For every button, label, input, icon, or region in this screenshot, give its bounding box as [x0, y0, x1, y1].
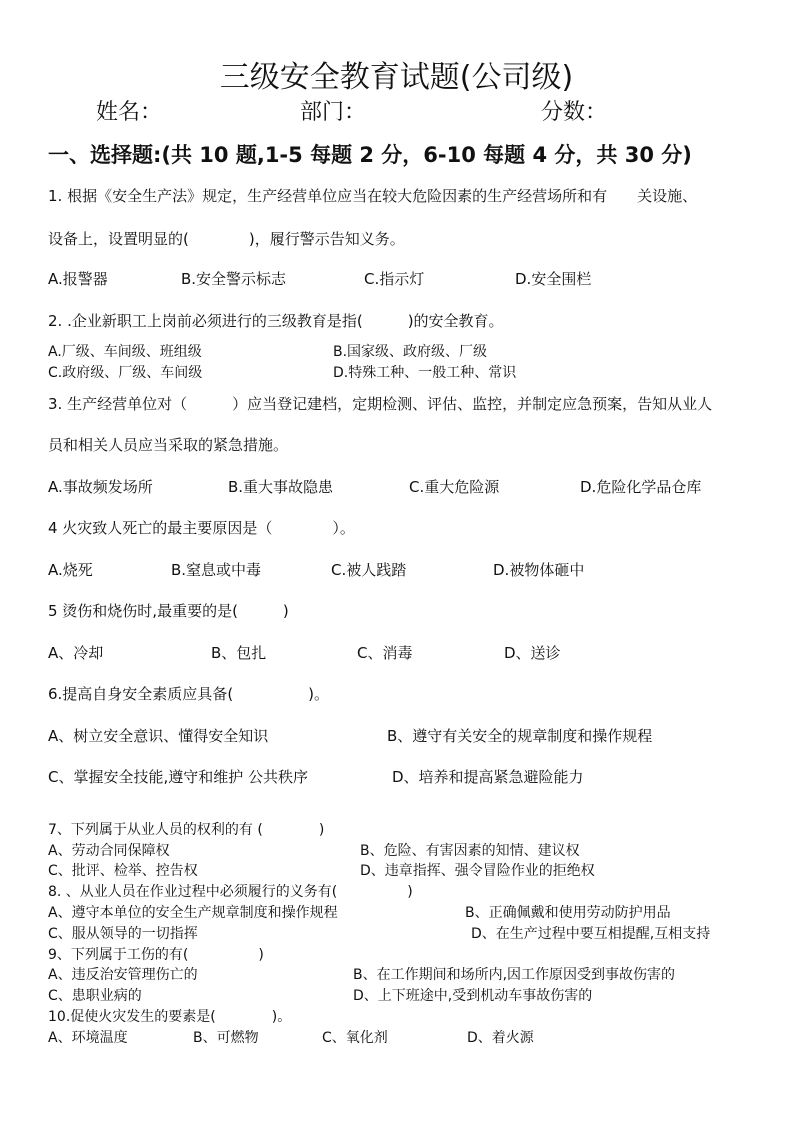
- question-8-option-a: A、遵守本单位的安全生产规章制度和操作规程: [48, 905, 338, 921]
- question-2-option-c: C.政府级、厂级、车间级: [48, 365, 203, 381]
- question-1-option-a: A.报警器: [48, 270, 108, 288]
- question-6-option-d: D、培养和提高紧急避险能力: [392, 768, 584, 786]
- question-3-text-cont: 员和相关人员应当采取的紧急措施。: [48, 436, 289, 454]
- question-3-text: 3. 生产经营单位对（ ）应当登记建档，定期检测、评估、监控，并制定应急预案，告知从业人: [48, 395, 713, 413]
- question-8-option-d: D、在生产过程中要互相提醒,互相支持: [471, 926, 711, 942]
- question-1-option-d: D.安全围栏: [515, 270, 592, 288]
- question-1-text-cont: 设备上，设置明显的( )，履行警示告知义务。: [48, 230, 405, 248]
- question-8-text: 8. 、从业人员在作业过程中必须履行的义务有( ): [48, 884, 413, 900]
- question-10-option-d: D、着火源: [467, 1030, 534, 1046]
- question-2-option-b: B.国家级、政府级、厂级: [333, 344, 488, 360]
- question-4-option-c: C.被人践踏: [331, 561, 407, 579]
- question-10-text: 10.促使火灾发生的要素是( )。: [48, 1009, 292, 1025]
- question-9-option-b: B、在工作期间和场所内,因工作原因受到事故伤害的: [353, 967, 676, 983]
- question-5-option-a: A、冷却: [48, 644, 104, 662]
- question-3-option-b: B.重大事故隐患: [228, 478, 334, 496]
- question-9-option-c: C、患职业病的: [48, 988, 142, 1004]
- question-1-text: 1. 根据《安全生产法》规定，生产经营单位应当在较大危险因素的生产经营场所和有 关设施、: [48, 187, 698, 205]
- question-3-option-d: D.危险化学品仓库: [580, 478, 702, 496]
- question-10-option-b: B、可燃物: [193, 1030, 259, 1046]
- question-6-option-a: A、树立安全意识、懂得安全知识: [48, 727, 269, 745]
- question-8-option-b: B、正确佩戴和使用劳动防护用品: [465, 905, 671, 921]
- question-10-option-c: C、氧化剂: [322, 1030, 388, 1046]
- question-3-option-c: C.重大危险源: [409, 478, 500, 496]
- question-7-option-b: B、危险、有害因素的知情、建议权: [360, 843, 580, 859]
- question-4-option-b: B.窒息或中毒: [171, 561, 262, 579]
- question-2-option-d: D.特殊工种、一般工种、常识: [333, 365, 517, 381]
- question-7-option-a: A、劳动合同保障权: [48, 843, 170, 859]
- question-5-option-b: B、包扎: [211, 644, 267, 662]
- question-6-text: 6.提高自身安全素质应具备( )。: [48, 685, 330, 703]
- question-9-option-a: A、违反治安管理伤亡的: [48, 967, 198, 983]
- question-7-text: 7、下列属于从业人员的权利的有 ( ): [48, 822, 325, 838]
- question-5-text: 5 烫伤和烧伤时,最重要的是( ): [48, 602, 289, 620]
- question-2-option-a: A.厂级、车间级、班组级: [48, 344, 202, 360]
- section-heading: 一、选择题:(共 10 题,1-5 每题 2 分，6-10 每题 4 分，共 30 分): [48, 143, 692, 167]
- question-6-option-c: C、掌握安全技能,遵守和维护 公共秩序: [48, 768, 309, 786]
- question-4-text: 4 火灾致人死亡的最主要原因是（ ）。: [48, 519, 355, 537]
- name-label: 姓名：: [96, 100, 163, 125]
- question-8-option-c: C、服从领导的一切指挥: [48, 926, 198, 942]
- question-7-option-d: D、违章指挥、强令冒险作业的拒绝权: [360, 863, 595, 879]
- question-3-option-a: A.事故频发场所: [48, 478, 153, 496]
- question-9-text: 9、下列属于工伤的有( ): [48, 947, 264, 963]
- page-title: 三级安全教育试题(公司级): [219, 60, 574, 95]
- question-10-option-a: A、环境温度: [48, 1030, 128, 1046]
- question-5-option-d: D、送诊: [504, 644, 561, 662]
- question-5-option-c: C、消毒: [357, 644, 413, 662]
- question-6-option-b: B、遵守有关安全的规章制度和操作规程: [387, 727, 653, 745]
- department-label: 部门：: [300, 100, 367, 125]
- question-7-option-c: C、批评、检举、控告权: [48, 863, 198, 879]
- question-1-option-c: C.指示灯: [364, 270, 425, 288]
- question-4-option-a: A.烧死: [48, 561, 93, 579]
- question-1-option-b: B.安全警示标志: [181, 270, 287, 288]
- question-2-text: 2. .企业新职工上岗前必须进行的三级教育是指( )的安全教育。: [48, 312, 504, 330]
- score-label: 分数：: [541, 100, 608, 125]
- question-4-option-d: D.被物体砸中: [493, 561, 585, 579]
- question-9-option-d: D、上下班途中,受到机动车事故伤害的: [353, 988, 593, 1004]
